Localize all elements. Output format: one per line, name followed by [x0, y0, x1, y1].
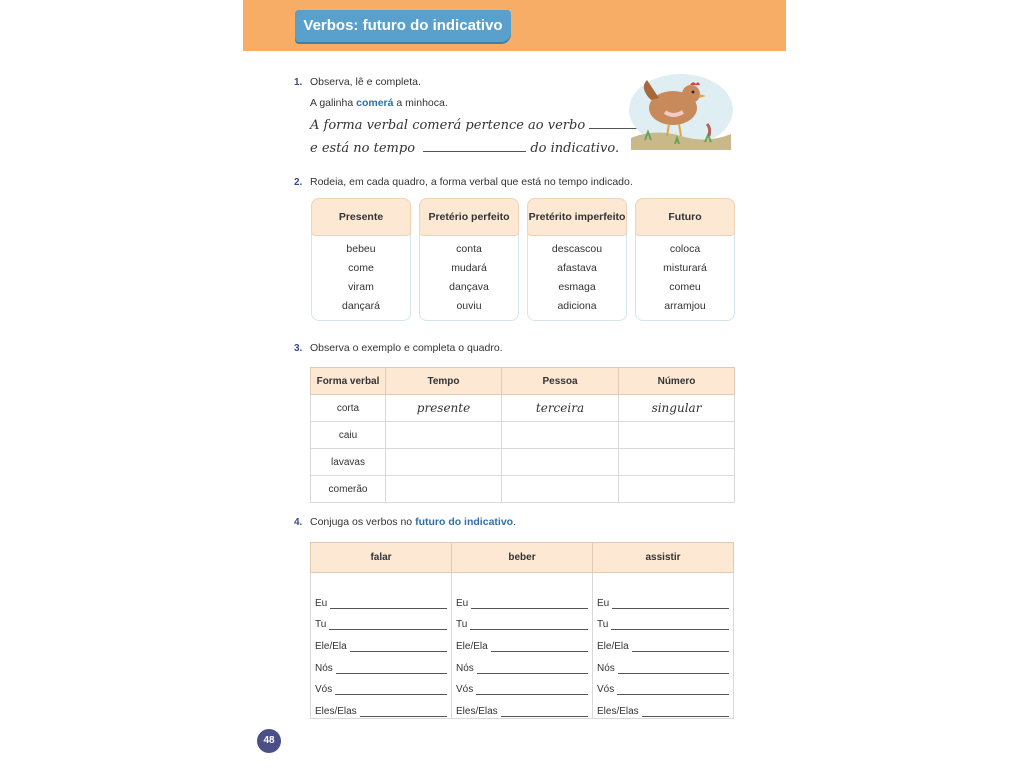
verb-form-cell: lavavas	[311, 449, 386, 476]
question-2-number: 2.	[294, 177, 303, 188]
highlighted-tense: futuro do indicativo	[415, 516, 514, 528]
conjugation-table	[310, 542, 734, 719]
answer-line[interactable]	[611, 620, 729, 630]
answer-line[interactable]	[330, 599, 447, 609]
answer-line[interactable]	[642, 707, 729, 717]
word-option[interactable]: coloca	[669, 243, 701, 255]
hen-illustration	[625, 70, 733, 150]
answer-line[interactable]	[335, 685, 447, 695]
person-label: Eles/Elas	[597, 706, 639, 718]
table-row	[311, 395, 735, 422]
person-label: Eles/Elas	[315, 706, 357, 718]
verb-header: beber	[452, 543, 593, 573]
answer-line[interactable]	[632, 642, 729, 652]
word-option[interactable]: misturará	[663, 262, 707, 274]
column-header: Número	[619, 368, 735, 395]
answer-line[interactable]	[336, 664, 447, 674]
person-label: Vós	[597, 684, 615, 696]
verb-header: assistir	[593, 543, 734, 573]
question-2-instruction: Rodeia, em cada quadro, a forma verbal que está no tempo indicado.	[310, 176, 633, 188]
answer-line[interactable]	[477, 664, 588, 674]
column-header: Pessoa	[502, 368, 619, 395]
verb-form-cell: caiu	[311, 422, 386, 449]
handwritten-text-end: do indicativo.	[530, 141, 620, 156]
word-option[interactable]: arramjou	[664, 300, 706, 312]
word-option[interactable]: adiciona	[557, 300, 597, 312]
conjugation-column-assistir	[593, 573, 734, 719]
answer-blank-tense[interactable]	[423, 151, 526, 152]
instruction-text-end: .	[513, 516, 516, 528]
handwritten-line-1	[310, 118, 666, 133]
table-row	[311, 422, 735, 449]
answer-line[interactable]	[501, 707, 588, 717]
conjugation-column-falar	[311, 573, 452, 719]
question-1-number: 1.	[294, 77, 303, 88]
answer-line[interactable]	[491, 642, 588, 652]
answer-cell[interactable]	[619, 476, 735, 503]
question-1-instruction: Observa, lê e completa.	[310, 76, 421, 88]
tense-box-title: Pretérito imperfeito	[527, 198, 627, 236]
answer-cell[interactable]: terceira	[502, 395, 619, 422]
column-header: Tempo	[386, 368, 502, 395]
tense-box-presente	[311, 198, 411, 321]
word-option[interactable]: bebeu	[346, 243, 376, 255]
table-row	[311, 476, 735, 503]
word-option[interactable]: afastava	[557, 262, 597, 274]
tense-box-title: Futuro	[635, 198, 735, 236]
handwritten-text: A forma verbal comerá pertence ao verbo	[310, 118, 586, 133]
answer-cell[interactable]	[386, 476, 502, 503]
verb-form-cell: corta	[311, 395, 386, 422]
verb-form-cell: comerão	[311, 476, 386, 503]
page-title: Verbos: futuro do indicativo	[295, 10, 511, 42]
answer-line[interactable]	[329, 620, 447, 630]
person-label: Vós	[456, 684, 474, 696]
answer-cell[interactable]: presente	[386, 395, 502, 422]
tense-box-title: Presente	[311, 198, 411, 236]
answer-line[interactable]	[470, 620, 588, 630]
word-option[interactable]: dançava	[449, 281, 489, 293]
answer-line[interactable]	[360, 707, 447, 717]
person-label: Tu	[315, 619, 327, 631]
sentence-text-end: a minhoca.	[393, 97, 448, 109]
answer-line[interactable]	[617, 685, 729, 695]
person-label: Eles/Elas	[456, 706, 498, 718]
instruction-text: Conjuga os verbos no	[310, 516, 416, 528]
answer-line[interactable]	[350, 642, 447, 652]
person-label: Tu	[456, 619, 468, 631]
question-4-number: 4.	[294, 517, 303, 528]
question-3-number: 3.	[294, 343, 303, 354]
highlighted-verb: comerá	[356, 97, 394, 109]
answer-line[interactable]	[618, 664, 729, 674]
word-option[interactable]: comeu	[669, 281, 701, 293]
verb-header: falar	[311, 543, 452, 573]
verb-analysis-table	[310, 367, 735, 503]
person-label: Tu	[597, 619, 609, 631]
workbook-page	[243, 0, 786, 768]
tense-box-preterito-imperfeito	[527, 198, 627, 321]
handwritten-line-2	[310, 141, 619, 156]
word-option[interactable]: esmaga	[558, 281, 596, 293]
table-row	[311, 449, 735, 476]
answer-cell[interactable]	[619, 422, 735, 449]
question-4-instruction	[310, 516, 516, 528]
person-label: Eu	[597, 597, 610, 609]
answer-cell[interactable]: singular	[619, 395, 735, 422]
person-label: Ele/Ela	[315, 641, 347, 653]
column-header: Forma verbal	[311, 368, 386, 395]
word-option[interactable]: mudará	[451, 262, 487, 274]
handwritten-text: e está no tempo	[310, 141, 416, 156]
person-label: Nós	[315, 662, 333, 674]
sentence-text: A galinha	[310, 97, 357, 109]
word-option[interactable]: descascou	[551, 243, 603, 255]
person-label: Nós	[597, 662, 615, 674]
person-label: Ele/Ela	[597, 641, 629, 653]
answer-line[interactable]	[471, 599, 588, 609]
person-label: Ele/Ela	[456, 641, 488, 653]
person-label: Eu	[315, 597, 328, 609]
page-number: 48	[257, 729, 281, 753]
answer-line[interactable]	[476, 685, 588, 695]
question-1-sentence	[310, 97, 448, 109]
answer-cell[interactable]	[502, 476, 619, 503]
word-option[interactable]: dançará	[342, 300, 380, 312]
answer-line[interactable]	[612, 599, 729, 609]
answer-cell[interactable]	[386, 422, 502, 449]
question-3-instruction: Observa o exemplo e completa o quadro.	[310, 342, 503, 354]
tense-box-futuro	[635, 198, 735, 321]
word-option[interactable]: conta	[456, 243, 482, 255]
answer-cell[interactable]	[386, 449, 502, 476]
tense-box-title: Pretério perfeito	[419, 198, 519, 236]
word-option[interactable]: ouviu	[456, 300, 482, 312]
answer-cell[interactable]	[619, 449, 735, 476]
person-label: Vós	[315, 684, 333, 696]
answer-cell[interactable]	[502, 449, 619, 476]
person-label: Eu	[456, 597, 469, 609]
conjugation-column-beber	[452, 573, 593, 719]
tense-box-preterito-perfeito	[419, 198, 519, 321]
answer-cell[interactable]	[502, 422, 619, 449]
word-option[interactable]: come	[348, 262, 374, 274]
word-option[interactable]: viram	[348, 281, 374, 293]
person-label: Nós	[456, 662, 474, 674]
